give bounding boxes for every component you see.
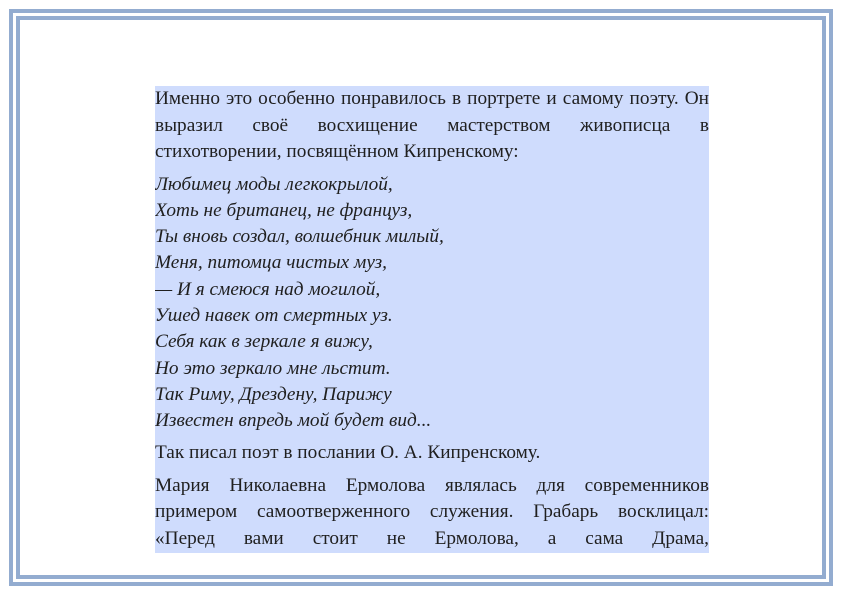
intro-paragraph: Именно это особенно понравилось в портрете и самому поэту. Он выразил своё восхищение мастерством живописца в стихотворении, посвящённом Кипренскому: — [155, 88, 709, 162]
poem-line: Себя как в зеркале я вижу, — [155, 331, 373, 353]
poem-line: — И я смеюся над могилой, — [155, 278, 381, 300]
poem — [155, 172, 709, 435]
final-paragraph: Мария Николаевна Ермолова являлась для современников примером самоотверженного служения. Грабарь восклицал: «Перед вами стоит не Ермолова, а сама Драма, — [155, 474, 709, 549]
poem-line: Любимец моды легкокрылой, — [155, 173, 393, 195]
poem-line: Хоть не британец, не француз, — [155, 199, 413, 221]
selected-text-block[interactable] — [155, 86, 709, 553]
poem-line: Но это зеркало мне льстит. — [155, 357, 391, 379]
poem-line: Ты вновь создал, волшебник милый, — [155, 226, 444, 248]
poem-line: Известен впредь мой будет вид... — [155, 410, 432, 432]
poem-line: Так Риму, Дрездену, Парижу — [155, 383, 392, 405]
poem-line: Меня, питомца чистых муз, — [155, 252, 387, 274]
attribution-paragraph: Так писал поэт в послании О. А. Кипренскому. — [155, 442, 541, 464]
poem-line: Ушед навек от смертных уз. — [155, 304, 393, 326]
